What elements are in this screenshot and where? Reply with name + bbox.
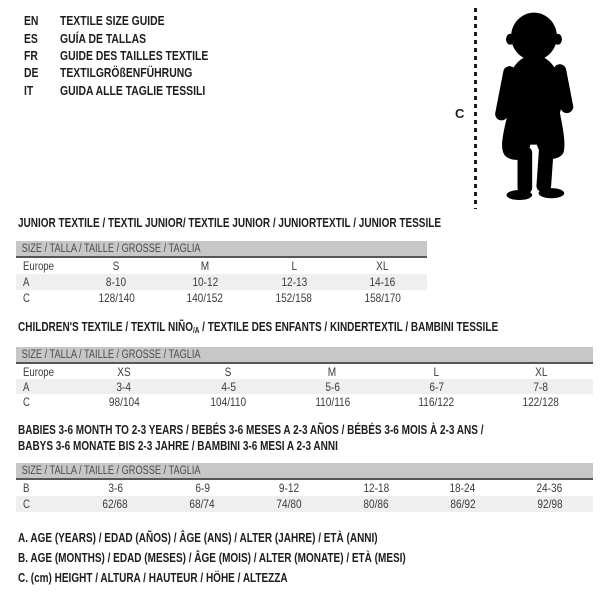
children-section-heading bbox=[18, 319, 600, 339]
children-heading-suffix: / TEXTILE DES ENFANTS / KINDERTEXTIL / BAMBINI TESSILE bbox=[199, 320, 499, 334]
children-heading-sub: /A bbox=[192, 326, 200, 335]
months-cell: 12-18 bbox=[363, 481, 389, 495]
height-cell: 158/170 bbox=[364, 291, 401, 305]
babies-size-table bbox=[16, 463, 593, 512]
table-row-europe bbox=[16, 258, 427, 274]
months-cell: 3-6 bbox=[108, 481, 123, 495]
size-cell: M bbox=[328, 364, 337, 379]
height-cell: 116/122 bbox=[418, 394, 455, 409]
row-label: C bbox=[23, 497, 30, 511]
babies-heading-line1: BABIES 3-6 MONTH TO 2-3 YEARS / BEBÉS 3-6 MESES A 2-3 AÑOS / BÉBÉS 3-6 MOIS À 2-3 ANS / bbox=[18, 423, 484, 437]
table-row-height bbox=[16, 394, 593, 409]
row-label: C bbox=[23, 394, 30, 409]
table-row-age bbox=[16, 274, 427, 290]
size-header-label: SIZE / TALLA / TAILLE / GRÖSSE / TAGLIA bbox=[21, 348, 201, 361]
babies-table-header-bar bbox=[16, 463, 593, 480]
height-cell: 140/152 bbox=[186, 291, 224, 305]
legend-line-c bbox=[18, 571, 503, 591]
size-cell: XS bbox=[117, 364, 131, 379]
babies-section-heading bbox=[18, 422, 600, 454]
height-cell: 98/104 bbox=[108, 394, 140, 409]
age-cell: 5-6 bbox=[325, 379, 340, 394]
row-label: A bbox=[23, 379, 30, 394]
size-header-label: SIZE / TALLA / TAILLE / GRÖSSE / TAGLIA bbox=[21, 242, 201, 255]
language-row-de bbox=[24, 64, 245, 81]
language-title: GUIDA ALLE TAGLIE TESSILI bbox=[60, 82, 206, 98]
table-row-months bbox=[16, 480, 593, 496]
language-row-fr bbox=[24, 47, 245, 64]
language-row-es bbox=[24, 29, 245, 46]
language-title: GUÍA DE TALLAS bbox=[60, 30, 147, 46]
height-cell: 86/92 bbox=[450, 497, 476, 511]
size-cell: M bbox=[200, 259, 210, 273]
language-code: DE bbox=[24, 65, 39, 81]
height-cell: 62/68 bbox=[102, 497, 129, 511]
height-cell: 68/74 bbox=[189, 497, 215, 511]
row-label: C bbox=[23, 291, 30, 305]
size-cell: XL bbox=[376, 259, 389, 273]
measure-legend bbox=[18, 531, 503, 591]
language-row-it bbox=[24, 82, 245, 99]
height-cell: 122/128 bbox=[522, 394, 560, 409]
language-row-en bbox=[24, 12, 245, 29]
language-code: FR bbox=[24, 47, 38, 63]
height-cell: 104/110 bbox=[210, 394, 247, 409]
height-cell: 152/158 bbox=[275, 291, 313, 305]
row-label: Europe bbox=[23, 364, 54, 379]
age-cell: 4-5 bbox=[220, 379, 236, 394]
height-cell: 128/140 bbox=[98, 291, 135, 305]
children-heading-prefix: CHILDREN'S TEXTILE / TEXTIL NIÑO bbox=[18, 320, 193, 334]
table-row-age bbox=[16, 379, 593, 394]
months-cell: 9-12 bbox=[278, 481, 300, 495]
age-cell: 7-8 bbox=[533, 379, 549, 394]
children-heading-text bbox=[18, 319, 498, 339]
language-title: GUIDE DES TAILLES TEXTILE bbox=[60, 47, 209, 63]
age-cell: 10-12 bbox=[192, 275, 219, 289]
language-title: TEXTILE SIZE GUIDE bbox=[60, 13, 165, 29]
age-cell: 3-4 bbox=[116, 379, 132, 394]
table-row-height bbox=[16, 496, 593, 512]
babies-heading-line2: BABYS 3-6 MONATE BIS 2-3 JAHRE / BAMBINI 3-6 MESI A 2-3 ANNI bbox=[18, 439, 338, 453]
baby-silhouette-icon bbox=[479, 9, 589, 206]
language-code: IT bbox=[24, 82, 34, 98]
age-cell: 6-7 bbox=[429, 379, 444, 394]
size-cell: L bbox=[433, 364, 440, 379]
table-row-europe bbox=[16, 364, 593, 379]
height-cell: 74/80 bbox=[276, 497, 302, 511]
age-cell: 12-13 bbox=[280, 275, 307, 289]
legend-line-a bbox=[18, 531, 503, 551]
children-table-header-bar bbox=[16, 347, 593, 364]
language-title: TEXTILGRÖßENFÜHRUNG bbox=[60, 65, 193, 81]
height-measure-label: C bbox=[455, 106, 465, 121]
size-cell: L bbox=[291, 259, 297, 273]
language-code: EN bbox=[24, 13, 39, 29]
height-cell: 110/116 bbox=[315, 394, 350, 409]
junior-size-table bbox=[16, 241, 427, 306]
legend-text-b: B. AGE (MONTHS) / EDAD (MESES) / ÂGE (MOIS) / ALTER (MONATE) / ETÀ (MESI) bbox=[18, 551, 406, 565]
height-dotted-line bbox=[474, 8, 477, 209]
children-size-table bbox=[16, 347, 593, 409]
size-cell: XL bbox=[534, 364, 548, 379]
months-cell: 6-9 bbox=[194, 481, 210, 495]
junior-table-header-bar bbox=[16, 241, 427, 258]
legend-text-a: A. AGE (YEARS) / EDAD (AÑOS) / ÂGE (ANS) / ALTER (JAHRE) / ETÀ (ANNI) bbox=[18, 531, 378, 545]
language-code: ES bbox=[24, 30, 38, 46]
height-cell: 92/98 bbox=[536, 497, 563, 511]
legend-text-c: C. (cm) HEIGHT / ALTURA / HAUTEUR / HÖHE / ALTEZZA bbox=[18, 571, 288, 585]
months-cell: 24-36 bbox=[536, 481, 563, 495]
months-cell: 18-24 bbox=[449, 481, 476, 495]
age-cell: 14-16 bbox=[369, 275, 396, 289]
height-cell: 80/86 bbox=[363, 497, 389, 511]
row-label: Europe bbox=[23, 259, 54, 273]
size-cell: S bbox=[224, 364, 232, 379]
row-label: B bbox=[23, 481, 30, 495]
junior-section-heading bbox=[18, 215, 547, 231]
legend-line-b bbox=[18, 551, 503, 571]
row-label: A bbox=[23, 275, 30, 289]
size-cell: S bbox=[113, 259, 120, 273]
table-row-height bbox=[16, 290, 427, 306]
junior-heading-text: JUNIOR TEXTILE / TEXTIL JUNIOR/ TEXTILE JUNIOR / JUNIORTEXTIL / JUNIOR TESSILE bbox=[18, 216, 442, 230]
age-cell: 8-10 bbox=[106, 275, 127, 289]
size-header-label: SIZE / TALLA / TAILLE / GRÖSSE / TAGLIA bbox=[21, 464, 201, 477]
language-list bbox=[24, 12, 245, 99]
